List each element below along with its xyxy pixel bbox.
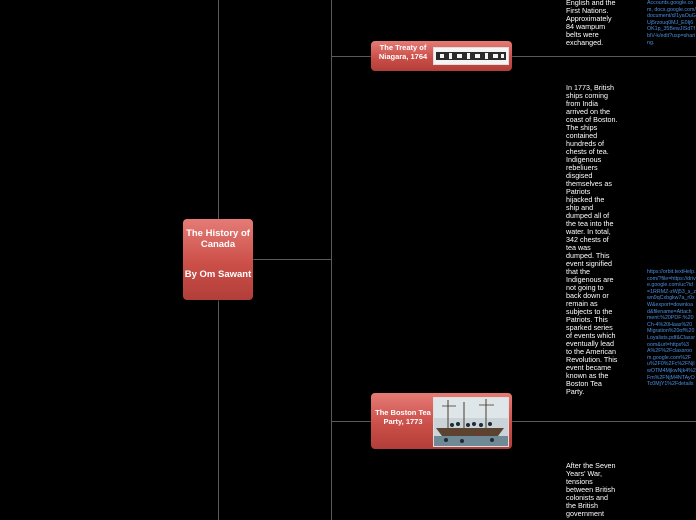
- left-spine-line: [218, 0, 219, 219]
- boston-tea-party-source-link[interactable]: https://orbit.textHelp.com/?file=https://drive.google.com/uc?id=1RRMZ-zWj53_s_zwn9qCxbgkw7a_r0xW&export=download&filename=Attachment:%20PDF:%20Ch-4%20Haas%20Migration%20of%20Loyalists.pdf&Classroom&url=https%3A%2F%2Fclassroom.google.com%2Fu%2F0%2Fc%2FNjIwOTM4MjkwNjk4%2Fm%2FNjM4NTAyOTc0MjY1%2Fdetails: [647, 269, 696, 388]
- next-event-description: After the Seven Years' War, tensions between British colonists and the British government: [566, 461, 616, 518]
- treaty-of-niagara-description: English and the First Nations. Approximately 84 wampum belts were exchanged.: [566, 0, 616, 47]
- boston-tea-party-image: [433, 397, 509, 447]
- root-topic-node[interactable]: [183, 219, 253, 300]
- treaty-of-niagara-source-link[interactable]: Accounts.google.com, docs.google.com/document/d/1yaOuGUj5rzouq0MJ_E0Ij6OK1p_35BewJISdTfbIV-k/edit?usp=sharing.: [647, 0, 696, 46]
- root-connector: [253, 259, 331, 260]
- root-title: The History of Canada: [186, 228, 250, 250]
- event-title: The Treaty of Niagara, 1764: [378, 43, 428, 61]
- timeline-spine: [331, 0, 332, 520]
- left-spine-line-lower: [218, 300, 219, 520]
- boston-tea-party-description: In 1773, British ships coming from India arrived on the coast of Boston. The ships contained hundreds of chests of tea. Indigenous rebeliuers disgised themselves as Patriots hijacked the ship and dumped all of the tea into the water. In total, 342 chests of tea was dumped. This event signified that the Indigenous are not going to back down or remain as subjects to the Patriots. This sparked series of events which eventually lead to the American Revolution. This event became known as the Boston Tea Party.: [566, 83, 618, 396]
- event-node-treaty-of-niagara[interactable]: [371, 41, 512, 71]
- event-node-boston-tea-party[interactable]: [371, 393, 512, 449]
- wampum-belt-image: [433, 47, 509, 65]
- root-author: By Om Sawant: [184, 269, 252, 280]
- event-title: The Boston Tea Party, 1773: [375, 408, 431, 426]
